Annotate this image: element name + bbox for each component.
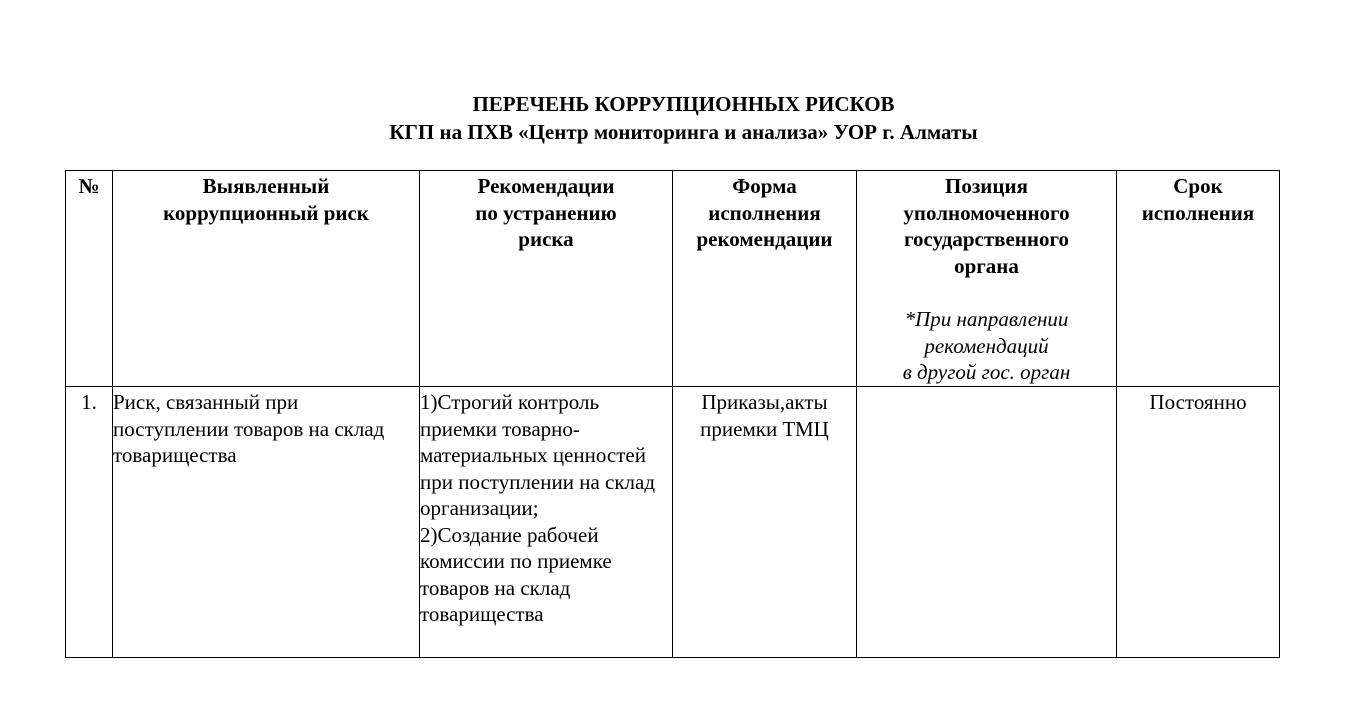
header-position-note-line1: *При направлении (904, 307, 1069, 331)
header-position-line2: уполномоченного (903, 200, 1070, 225)
header-position-line1: Позиция (945, 174, 1028, 198)
table-header-row (66, 171, 1280, 387)
document-title: ПЕРЕЧЕНЬ КОРРУПЦИОННЫХ РИСКОВ (472, 92, 895, 116)
header-position-line4: органа (954, 253, 1019, 278)
header-term-line2: исполнения (1141, 200, 1255, 225)
header-recommendations-line2: по устранению (475, 200, 617, 225)
header-recommendations-line3: риска (518, 227, 574, 251)
row-number: 1. (66, 387, 113, 658)
row-term: Постоянно (1117, 387, 1280, 658)
header-risk-line2: коррупционный риск (163, 200, 369, 225)
table-row (66, 387, 1280, 658)
row-recommendation-1: 1)Строгий контроль приемки товарно-материальных ценностей при поступлении на склад организации; (420, 390, 656, 520)
header-position-note-line2: рекомендаций (924, 333, 1049, 358)
row-form: Приказы,акты приемки ТМЦ (673, 387, 857, 658)
row-risk: Риск, связанный при поступлении товаров на склад товарищества (113, 387, 420, 658)
header-number-label: № (78, 174, 100, 198)
header-term (1117, 171, 1280, 387)
header-risk-line1: Выявленный (202, 174, 330, 198)
header-recommendations (420, 171, 673, 387)
document-subtitle: КГП на ПХВ «Центр мониторинга и анализа» УОР г. Алматы (389, 120, 978, 144)
header-form-line1: Форма (732, 174, 797, 198)
header-form-line3: рекомендации (696, 227, 833, 251)
header-position (857, 171, 1117, 387)
header-form-line2: исполнения (708, 200, 821, 225)
header-position-note-line3: в другой гос. орган (902, 360, 1071, 384)
header-risk (113, 171, 420, 387)
row-recommendations (420, 387, 673, 658)
header-recommendations-line1: Рекомендации (477, 174, 615, 198)
header-term-line1: Срок (1173, 174, 1223, 198)
header-position-line3: государственного (903, 227, 1070, 251)
row-position (857, 387, 1117, 658)
header-number (66, 171, 113, 387)
row-recommendation-2: 2)Создание рабочей комиссии по приемке товаров на склад товарищества (420, 522, 612, 626)
header-form (673, 171, 857, 387)
header-position-note (857, 306, 1116, 386)
corruption-risks-table (65, 170, 1280, 658)
